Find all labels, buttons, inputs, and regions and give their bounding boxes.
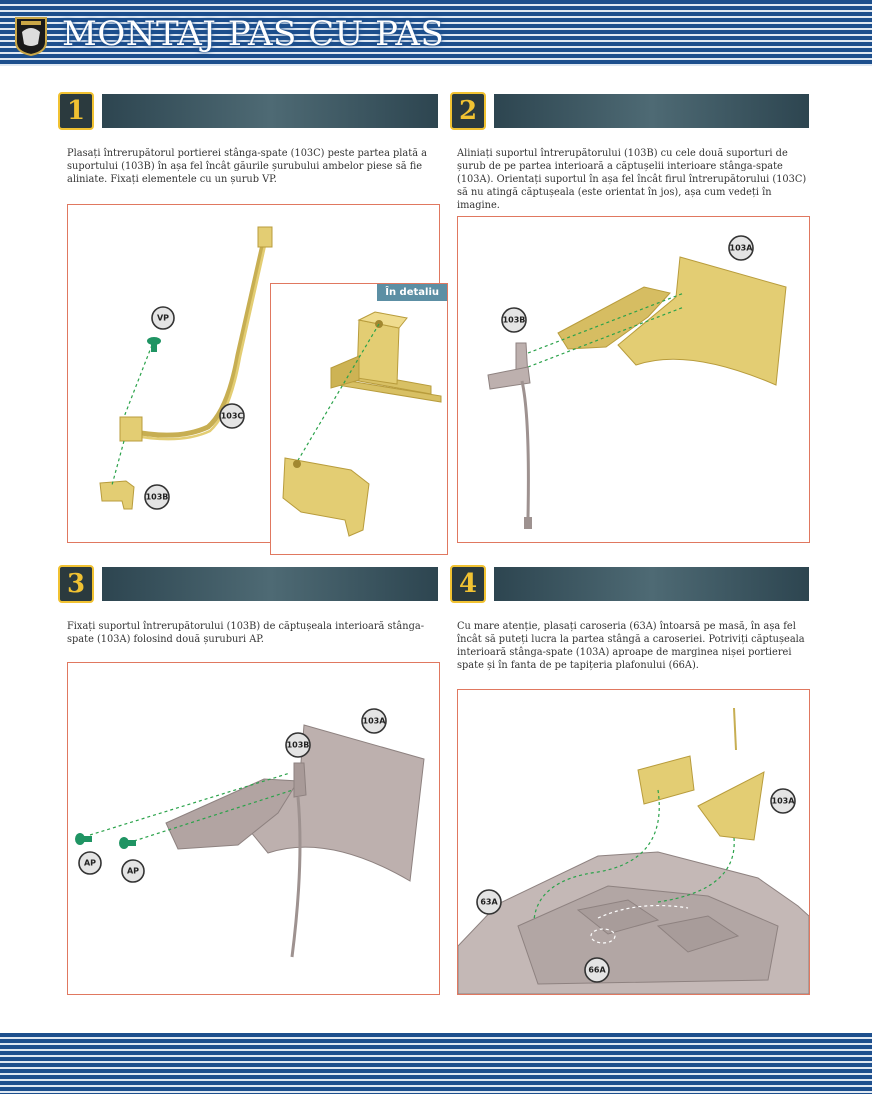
step-2-illustration: [457, 216, 810, 543]
step-number: 3: [58, 565, 94, 603]
detail-inset: [270, 283, 448, 555]
step-number: 1: [58, 92, 94, 130]
svg-text:103A: 103A: [362, 716, 386, 726]
step-4-header: [450, 565, 809, 603]
svg-text:103B: 103B: [502, 315, 526, 325]
step-2-instructions: Aliniați suportul întrerupătorului (103B) cu cele două suporturi de șurub de pe partea interioară a căptușelii interioare stânga-spate (103A). Orientați suportul în așa fel încât firul întrerupătorului (103C) să nu atingă căptușeala (este orientat în jos), așa cum vedeți în imagine.: [457, 148, 807, 211]
svg-text:66A: 66A: [588, 965, 606, 975]
page-title: MONTAJ PAS CU PAS: [62, 14, 445, 54]
label-103c: [220, 404, 244, 428]
label-ap: [122, 860, 144, 882]
panel-103a: [698, 772, 764, 840]
step-1-instructions: Plasați întrerupătorul portierei stânga-spate (103C) peste partea plată a suportului (103B) în așa fel încât găurile șurubului ambelor piese să fie aliniate. Fixați elementele cu un șurub VP.: [67, 148, 427, 185]
ap-screw-icon: [75, 833, 92, 845]
step-number: 2: [450, 92, 486, 130]
detail-tag: În detaliu: [377, 284, 447, 301]
detail-switch: [357, 320, 399, 384]
footer-bar: [0, 1033, 872, 1094]
bracket-103b: [294, 763, 306, 797]
detail-bracket: [283, 458, 369, 536]
label-103a: [771, 789, 795, 813]
label-103a: [729, 236, 753, 260]
connector-103c: [258, 227, 272, 247]
step-4-instructions: Cu mare atenție, plasați caroseria (63A) întoarsă pe masă, în așa fel încât să puteți lucra la partea stângă a caroseriei. Potriviți căptușeala interioară stânga-spate (103A) aproape de marginea nișei portierei spate și în fanta de pe tapițeria plafonului (66A).: [457, 621, 805, 671]
svg-text:AP: AP: [83, 858, 97, 868]
svg-text:103B: 103B: [145, 492, 169, 502]
label-103b: [502, 308, 526, 332]
label-103b: [145, 485, 169, 509]
bracket-103b: [100, 481, 134, 509]
step-4-illustration: [457, 689, 810, 995]
label-vp: [152, 307, 174, 329]
step-3-instructions: Fixați suportul întrerupătorului (103B) de căptușeala interioară stânga-spate (103A) folosind două șuruburi AP.: [67, 621, 424, 645]
label-103a: [362, 709, 386, 733]
ap-screw-icon: [119, 837, 136, 849]
step-1-header: [58, 92, 438, 130]
svg-text:103A: 103A: [729, 243, 753, 253]
svg-text:AP: AP: [126, 866, 140, 876]
label-63a: [477, 890, 501, 914]
header-bar: [0, 0, 872, 66]
step-number: 4: [450, 565, 486, 603]
wire: [522, 381, 528, 517]
step-2-header: [450, 92, 809, 130]
svg-text:63A: 63A: [480, 897, 498, 907]
step-3-illustration: [67, 662, 440, 995]
label-ap: [79, 852, 101, 874]
label-103b: [286, 733, 310, 757]
brand-badge-icon: [14, 16, 48, 56]
switch-103c: [120, 417, 142, 441]
label-66a: [585, 958, 609, 982]
step-3-header: [58, 565, 438, 603]
svg-text:VP: VP: [156, 313, 170, 323]
svg-text:103B: 103B: [286, 740, 310, 750]
svg-text:103A: 103A: [771, 796, 795, 806]
svg-text:103C: 103C: [220, 411, 244, 421]
vp-screw-icon: [147, 337, 161, 352]
